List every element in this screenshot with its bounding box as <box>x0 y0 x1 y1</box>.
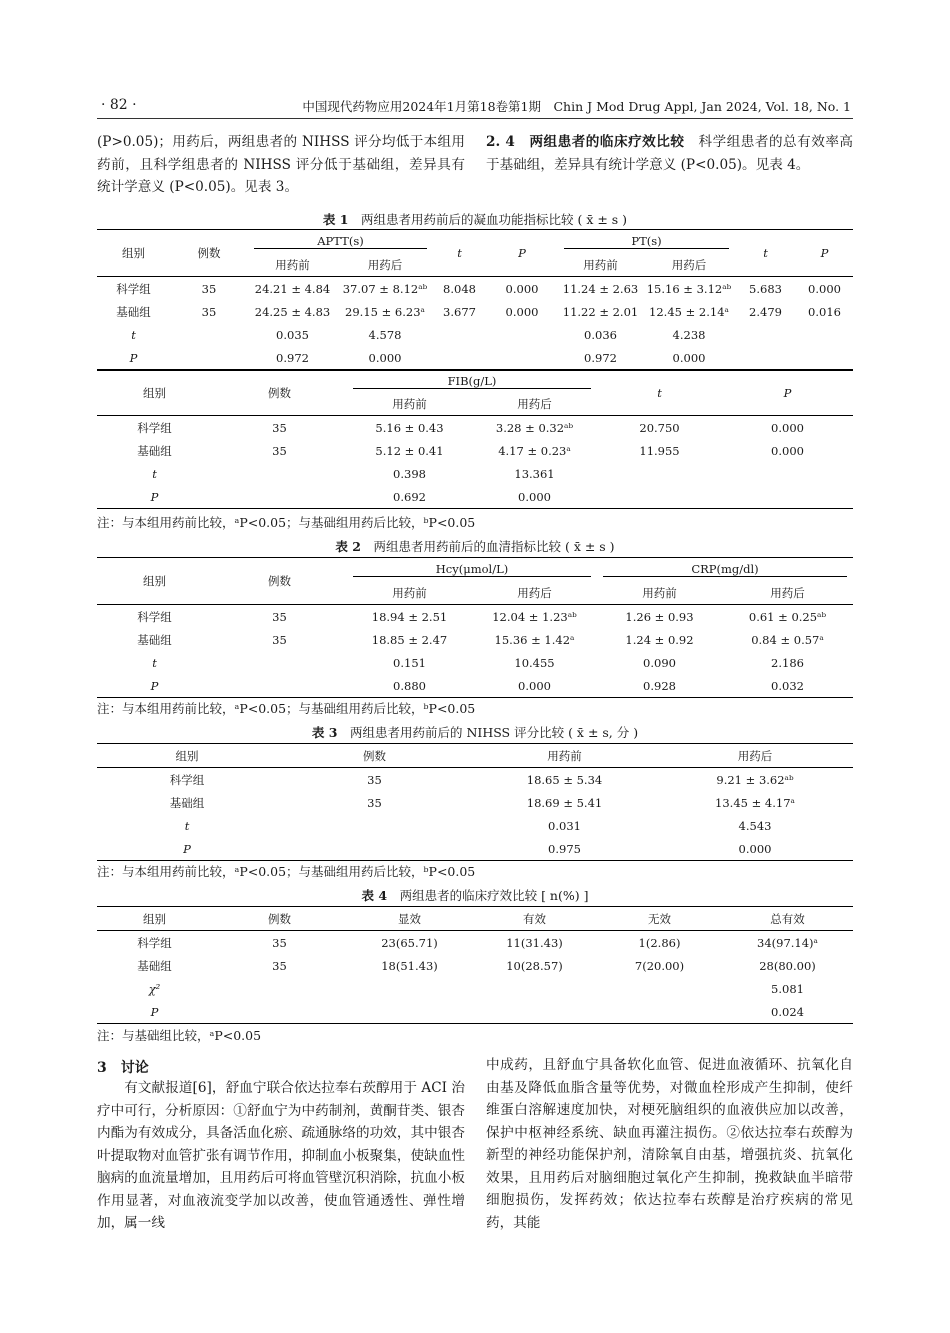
table-row <box>97 346 853 370</box>
table2-caption: 表 2 两组患者用药前后的血清指标比较 ( x̄ ± s ) <box>335 539 615 554</box>
table-cell: 基础组 <box>137 958 172 973</box>
table1-coag-part2 <box>97 370 853 509</box>
table-cell: 0.000 <box>657 837 853 861</box>
table-cell: 0.972 <box>248 346 337 370</box>
table-cell: 35 <box>272 420 287 435</box>
table-cell <box>347 371 597 393</box>
th-after2: 用药后 <box>643 253 735 277</box>
table-cell: 29.15 ± 6.23ᵃ <box>345 304 425 319</box>
table-cell: 24.21 ± 4.84 <box>254 281 331 296</box>
table-cell: 0.000 <box>808 281 841 296</box>
table-cell: 12.04 ± 1.23ᵃᵇ <box>492 609 577 624</box>
table-cell: 基础组 <box>169 795 205 810</box>
table-cell: 基础组 <box>137 443 172 458</box>
table-cell <box>212 485 347 509</box>
top-right-paragraph <box>486 131 853 176</box>
th-t2: t <box>735 230 796 277</box>
section-2-4-text: 科学组患者的总有效率高于基础组，差异具有统计学意义 (P<0.05)。见表 4。 <box>486 134 854 173</box>
table-cell: 11.22 ± 2.01 <box>562 304 639 319</box>
table-cell <box>433 323 486 346</box>
th-p2: P <box>796 230 853 277</box>
table-cell: 0.151 <box>393 655 426 670</box>
table-cell: 35 <box>272 609 287 624</box>
table-cell: 例数 <box>212 907 347 931</box>
table-cell: 18.65 ± 5.34 <box>526 772 603 787</box>
table-cell: 组别 <box>97 744 277 768</box>
table-cell <box>277 837 472 861</box>
th-n: 例数 <box>170 230 248 277</box>
table-row <box>97 931 853 955</box>
table-cell: 0.000 <box>505 281 539 296</box>
table-cell: 5.081 <box>771 981 804 996</box>
table-cell: 0.84 ± 0.57ᵃ <box>751 632 824 647</box>
table-cell: 0.035 <box>276 327 309 342</box>
table-cell: 科学组 <box>116 281 151 296</box>
table-row <box>97 323 853 346</box>
table-cell: 用药前 <box>597 581 722 605</box>
table-cell: 0.031 <box>548 818 581 833</box>
th-aptt: APTT(s) <box>254 234 427 249</box>
table-cell: 0.972 <box>558 346 643 370</box>
table-cell: 18.94 ± 2.51 <box>371 609 448 624</box>
table-cell: 8.048 <box>443 281 476 296</box>
table-cell: 13.45 ± 4.17ᵃ <box>715 795 795 810</box>
table1-note: 注：与本组用药前比较，ᵃP<0.05；与基础组用药后比较，ᵇP<0.05 <box>97 515 476 530</box>
table-cell: 4.578 <box>368 327 402 342</box>
table-cell: 2.479 <box>749 304 782 319</box>
table-cell: 11.955 <box>639 443 680 458</box>
table-cell: 用药后 <box>472 581 597 605</box>
table-cell: 5.16 ± 0.43 <box>375 420 444 435</box>
th-before: 用药前 <box>248 253 337 277</box>
table-cell <box>735 323 796 346</box>
table-cell <box>597 977 722 1000</box>
table2-note: 注：与本组用药前比较，ᵃP<0.05；与基础组用药后比较，ᵇP<0.05 <box>97 701 476 716</box>
th-hcy: Hcy(μmol/L) <box>353 562 591 577</box>
table-row <box>97 674 853 698</box>
table-cell: 用药后 <box>472 392 597 416</box>
table-row <box>97 954 853 977</box>
table-cell: 35 <box>201 304 217 319</box>
table-row <box>97 651 853 674</box>
table-cell: 用药前 <box>347 581 472 605</box>
table-cell: 0.032 <box>722 674 853 698</box>
th-fib: FIB(g/L) <box>353 374 591 389</box>
table-cell: 1.24 ± 0.92 <box>625 632 694 647</box>
table-cell <box>796 346 853 370</box>
table-cell: 37.07 ± 8.12ᵃᵇ <box>342 281 428 296</box>
table-cell: 10.455 <box>514 655 555 670</box>
table-cell: P <box>97 485 212 509</box>
table-row <box>97 814 853 837</box>
table-cell: 4.17 ± 0.23ᵃ <box>498 443 571 458</box>
table-cell: 20.750 <box>639 420 680 435</box>
table-cell: 9.21 ± 3.62ᵃᵇ <box>716 772 794 787</box>
table-cell: 例数 <box>212 558 347 605</box>
th-t: t <box>433 230 486 277</box>
table-cell: 18.85 ± 2.47 <box>371 632 448 647</box>
table-cell: χ² <box>148 981 161 996</box>
table-cell <box>597 462 722 485</box>
table-cell: 15.16 ± 3.12ᵃᵇ <box>646 281 732 296</box>
table-cell: 组别 <box>97 907 212 931</box>
table-cell: 科学组 <box>137 420 172 435</box>
table-cell: 13.361 <box>514 466 555 481</box>
table-cell: t <box>184 818 190 833</box>
table-cell: 组别 <box>97 371 212 416</box>
discussion-right-column: 中成药，且舒血宁具备软化血管、促进血液循环、抗氧化自由基及降低血脂含量等优势，对微血栓形成产生抑制，使纤维蛋白溶解速度加快，对梗死脑组织的血液供应加以改善，保护中枢神经系统、缺血再灌注损伤。②依达拉奉右莰醇为新型的神经功能保护剂，清除氧自由基，增强抗炎、抗氧化效果，且用药后对脑细胞过氧化产生抑制，挽救缺血半暗带细胞损伤，发挥药效；依达拉奉右莰醇是治疗疾病的常见药，其能 <box>486 1057 853 1231</box>
table-cell: 11.24 ± 2.63 <box>562 281 639 296</box>
table-cell: 5.683 <box>749 281 782 296</box>
table-cell <box>170 323 248 346</box>
table-cell: 5.12 ± 0.41 <box>375 443 444 458</box>
table-cell: 4.238 <box>672 327 706 342</box>
table-cell: 0.036 <box>584 327 617 342</box>
table-cell: 用药后 <box>722 581 853 605</box>
table-cell: t <box>131 327 136 342</box>
th-after: 用药后 <box>337 253 433 277</box>
table-cell: 0.398 <box>393 466 426 481</box>
table-cell: 0.000 <box>771 443 804 458</box>
table-cell: 1(2.86) <box>638 935 681 950</box>
table-cell: 12.45 ± 2.14ᵃ <box>649 304 729 319</box>
table-cell: 0.024 <box>722 1000 853 1024</box>
table-cell: 0.880 <box>347 674 472 698</box>
table-cell: 0.000 <box>643 346 735 370</box>
table-cell <box>212 1000 347 1024</box>
table-cell: 1.26 ± 0.93 <box>625 609 694 624</box>
table-cell <box>472 977 597 1000</box>
table-cell: 0.61 ± 0.25ᵃᵇ <box>748 609 827 624</box>
table-cell: 0.016 <box>808 304 841 319</box>
table3-note: 注：与本组用药前比较，ᵃP<0.05；与基础组用药后比较，ᵇP<0.05 <box>97 864 476 879</box>
table-row <box>97 768 853 792</box>
table-cell <box>248 230 433 254</box>
table-cell <box>212 674 347 698</box>
table-cell <box>597 1000 722 1024</box>
th-pt: PT(s) <box>564 234 729 249</box>
table-cell: P <box>722 371 853 416</box>
table1-coag-part1 <box>97 229 853 370</box>
table-cell <box>558 230 735 254</box>
table-cell: 10(28.57) <box>506 958 563 973</box>
table-cell: 用药后 <box>657 744 853 768</box>
th-group: 组别 <box>97 230 170 277</box>
table-cell: 0.000 <box>472 674 597 698</box>
table-row <box>97 791 853 814</box>
table-cell: 0.000 <box>505 304 539 319</box>
table-cell: 科学组 <box>169 772 205 787</box>
table-cell <box>735 346 796 370</box>
table-cell: 基础组 <box>116 304 151 319</box>
table-cell <box>597 558 853 582</box>
table-cell: 用药前 <box>347 392 472 416</box>
table-cell: 35 <box>201 281 217 296</box>
table1-caption: 表 1 两组患者用药前后的凝血功能指标比较 ( x̄ ± s ) <box>322 212 628 227</box>
table-cell: P <box>97 837 277 861</box>
table-cell <box>472 1000 597 1024</box>
table-cell: 24.25 ± 4.83 <box>254 304 331 319</box>
table-cell: 组别 <box>97 558 212 605</box>
table-cell: 4.543 <box>738 818 772 833</box>
table-cell: 35 <box>272 958 287 973</box>
page-number: · 82 · <box>101 97 137 113</box>
table-cell <box>212 462 347 485</box>
table-cell: 11(31.43) <box>506 935 563 950</box>
th-p: P <box>486 230 558 277</box>
table-cell: t <box>597 371 722 416</box>
table-row <box>97 462 853 485</box>
table-cell: 35 <box>367 772 382 787</box>
table-cell <box>722 462 853 485</box>
table-cell: 0.000 <box>771 420 804 435</box>
table-cell: 35 <box>367 795 382 810</box>
table-cell <box>796 323 853 346</box>
table-cell: 0.928 <box>597 674 722 698</box>
table-cell: 3.28 ± 0.32ᵃᵇ <box>495 420 574 435</box>
table-cell: 15.36 ± 1.42ᵃ <box>494 632 575 647</box>
table2-serum <box>97 557 853 698</box>
section-2-4-heading: 2. 4 两组患者的临床疗效比较 <box>486 134 685 150</box>
table-cell: P <box>97 346 170 370</box>
table-cell: 0.090 <box>643 655 676 670</box>
table-cell: P <box>97 1000 212 1024</box>
discussion-left-column: 有文献报道[6]，舒血宁联合依达拉奉右莰醇用于 ACI 治疗中可行，分析原因：①舒血宁为中药制剂，黄酮苷类、银杏内酯为有效成分，具备活血化瘀、疏通脉络的功效，其中银杏叶提取物对血管扩张有调节作用，抑制血小板聚集，使缺血性脑病的血流量增加，且用药后可将血管壁沉积消除，抗血小板作用显著，对血液流变学加以改善，使血管通透性、弹性增加，属一线 <box>97 1080 465 1231</box>
table-cell <box>277 814 472 837</box>
table-cell: 18(51.43) <box>381 958 438 973</box>
table-row <box>97 439 853 462</box>
table-cell <box>212 977 347 1000</box>
top-left-paragraph: (P>0.05)；用药后，两组患者的 NIHSS 评分均低于本组用药前，且科学组患者的 NIHSS 评分低于基础组，差异具有统计学意义 (P<0.05)。见表 3。 <box>97 134 465 195</box>
table-cell <box>347 977 472 1000</box>
section-3-heading: 3 讨论 <box>97 1060 149 1076</box>
table-cell <box>170 346 248 370</box>
table-cell <box>597 485 722 509</box>
table-cell <box>722 485 853 509</box>
table-cell: 35 <box>272 935 287 950</box>
table-cell: 科学组 <box>137 935 172 950</box>
table-cell: 18.69 ± 5.41 <box>526 795 603 810</box>
table-row <box>97 416 853 440</box>
table-row <box>97 277 853 301</box>
table-cell <box>347 1000 472 1024</box>
table-cell: 0.692 <box>347 485 472 509</box>
table-row <box>97 977 853 1000</box>
table-row <box>97 485 853 509</box>
header-rule <box>97 118 853 119</box>
table-cell: 例数 <box>277 744 472 768</box>
table-cell: 3.677 <box>443 304 476 319</box>
table-row <box>97 300 853 323</box>
table-cell <box>486 346 558 370</box>
th-crp: CRP(mg/dl) <box>603 562 847 577</box>
table-cell <box>486 323 558 346</box>
journal-header: 中国现代药物应用2024年1月第18卷第1期 Chin J Mod Drug Appl, Jan 2024, Vol. 18, No. 1 <box>302 99 851 114</box>
table-cell: 35 <box>272 443 287 458</box>
table-cell: 7(20.00) <box>634 958 685 973</box>
table-cell <box>347 558 597 582</box>
table-cell <box>433 346 486 370</box>
table3-nihss <box>97 743 853 861</box>
table-cell: 28(80.00) <box>759 958 816 973</box>
table4-caption: 表 4 两组患者的临床疗效比较 [ n(%) ] <box>361 888 589 903</box>
table-cell: 用药前 <box>472 744 657 768</box>
table-cell: 基础组 <box>137 632 172 647</box>
table-cell: P <box>97 674 212 698</box>
table-cell: 35 <box>272 632 287 647</box>
table-cell: 显效 <box>347 907 472 931</box>
table-cell: 有效 <box>472 907 597 931</box>
table-row <box>97 1000 853 1024</box>
table-cell: 2.186 <box>771 655 804 670</box>
table-row <box>97 605 853 629</box>
table-cell: 0.000 <box>337 346 433 370</box>
table4-note: 注：与基础组比较，ᵃP<0.05 <box>97 1028 262 1043</box>
table-cell: t <box>152 655 157 670</box>
table-cell: 无效 <box>597 907 722 931</box>
table-row <box>97 628 853 651</box>
table-row <box>97 837 853 861</box>
table-cell: t <box>152 466 157 481</box>
table-cell: 0.975 <box>472 837 657 861</box>
table-cell: 科学组 <box>137 609 172 624</box>
table3-caption: 表 3 两组患者用药前后的 NIHSS 评分比较 ( x̄ ± s, 分 ) <box>311 725 639 740</box>
table-cell: 23(65.71) <box>381 935 438 950</box>
table4-efficacy <box>97 906 853 1024</box>
table-cell: 0.000 <box>472 485 597 509</box>
table-cell: 例数 <box>212 371 347 416</box>
th-before2: 用药前 <box>558 253 643 277</box>
table-cell <box>212 651 347 674</box>
table-cell: 总有效 <box>722 907 853 931</box>
table-cell: 34(97.14)ᵃ <box>757 935 818 950</box>
